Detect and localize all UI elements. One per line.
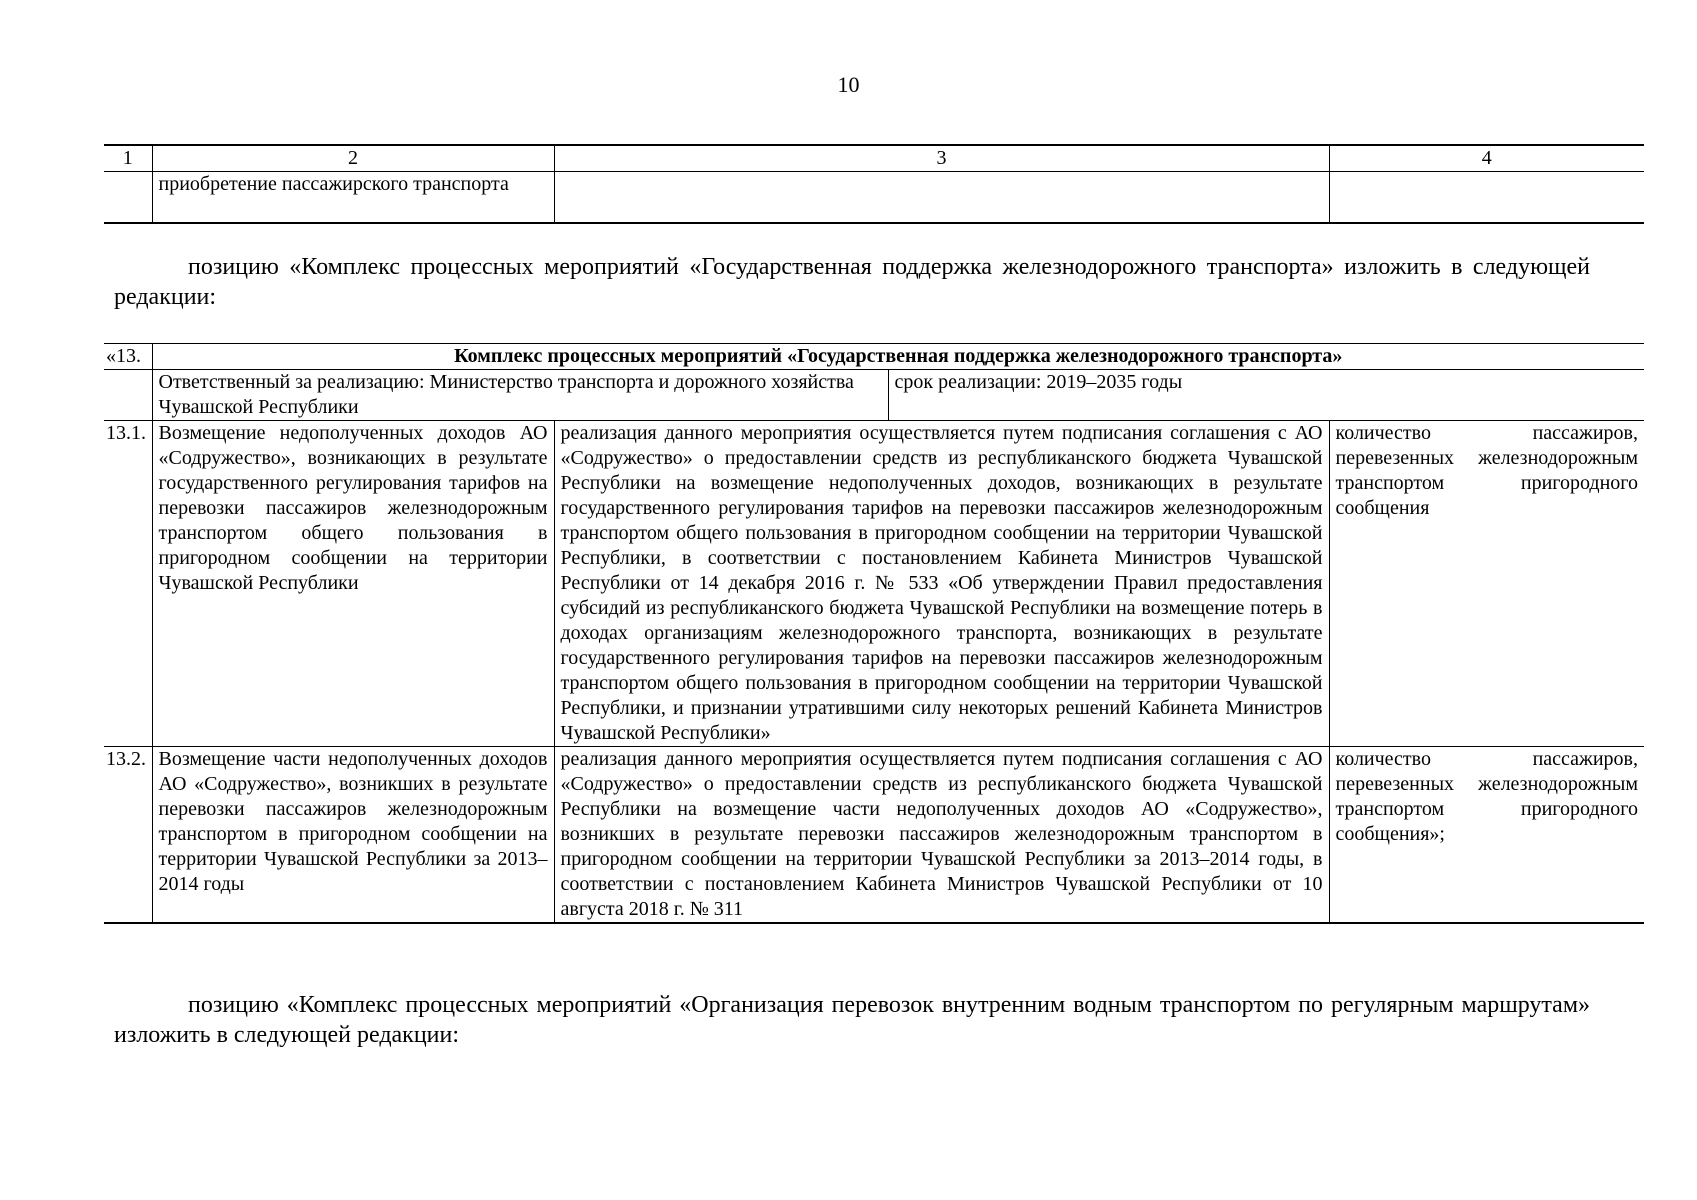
row-number: 13.1. <box>104 421 152 747</box>
indicator-cell <box>1329 172 1644 224</box>
measure-description: реализация данного мероприятия осуществляется путем подписания соглашения с АО «Содружество» о предоставлении средств из республиканского бюджета Чувашской Республики на возмещение части недополученных доходов АО «Содружество», возникших в результате перевозки пассажиров железнодорожным транспортом в пригородном сообщении на территории Чувашской Республики за 2013–2014 годы, в соответствии с постановлением Кабинета Министров Чувашской Республики от 10 августа 2018 г. № 311 <box>554 747 1329 924</box>
measure-description: реализация данного мероприятия осуществляется путем подписания соглашения с АО «Содружество» о предоставлении средств из республиканского бюджета Чувашской Республики на возмещение недополученных доходов, возникающих в результате государственного регулирования тарифов на перевозки пассажиров железнодорожным транспортом общего пользования в пригородном сообщении на территории Чувашской Республики, в соответствии с постановлением Кабинета Министров Чувашской Республики от 14 декабря 2016 г. № 533 «Об утверждении Правил предоставления субсидий из республиканского бюджета Чувашской Республики на возмещение потерь в доходах организациям железнодорожного транспорта, возникающих в результате государственного регулирования тарифов на перевозки пассажиров железнодорожным транспортом общего пользования в пригородном сообщении на территории Чувашской Республики, и признании утратившими силу некоторых решений Кабинета Министров Чувашской Республики» <box>554 421 1329 747</box>
table-row <box>104 172 1644 224</box>
table-title-row <box>104 344 1644 370</box>
responsible-row <box>104 370 1644 421</box>
measure-name: Возмещение части недополученных доходов АО «Содружество», возникших в результате перевозки пассажиров железнодорожным транспортом в пригородном сообщении на территории Чувашской Республики за 2013–2014 годы <box>152 747 554 924</box>
top-table-header-row <box>104 145 1644 172</box>
column-header-2: 2 <box>152 145 554 172</box>
page-number: 10 <box>837 72 860 97</box>
table-row <box>104 421 1644 747</box>
paragraph-instruction-1: позицию «Комплекс процессных мероприятий «Государственная поддержка железнодорожного транспорта» изложить в следующей редакции: <box>114 254 1590 310</box>
column-header-1: 1 <box>104 145 152 172</box>
responsible-text: Ответственный за реализацию: Министерство транспорта и дорожного хозяйства Чувашской Республики <box>153 370 889 420</box>
row-number: 13.2. <box>104 747 152 924</box>
row-number-cell <box>104 172 152 224</box>
section-number: «13. <box>104 344 152 370</box>
measure-name: Возмещение недополученных доходов АО «Содружество», возникающих в результате государственного регулирования тарифов на перевозки пассажиров железнодорожным транспортом общего пользования в пригородном сообщении на территории Чувашской Республики <box>152 421 554 747</box>
term-text: срок реализации: 2019–2035 годы <box>894 371 1183 393</box>
main-table <box>104 343 1644 924</box>
measure-indicator: количество пассажиров, перевезенных железнодорожным транспортом пригородного сообщения <box>1329 421 1644 747</box>
section-title: Комплекс процессных мероприятий «Государственная поддержка железнодорожного транспорта» <box>152 344 1644 370</box>
measure-indicator: количество пассажиров, перевезенных железнодорожным транспортом пригородного сообщения»; <box>1329 747 1644 924</box>
item-name-cell: приобретение пассажирского транспорта <box>152 172 554 224</box>
paragraph-instruction-2: позицию «Комплекс процессных мероприятий «Организация перевозок внутренним водным транспортом по регулярным маршрутам» изложить в следующей редакции: <box>114 992 1590 1048</box>
top-table <box>104 144 1644 224</box>
table-row <box>104 747 1644 924</box>
column-header-4: 4 <box>1329 145 1644 172</box>
column-header-3: 3 <box>554 145 1329 172</box>
description-cell <box>554 172 1329 224</box>
